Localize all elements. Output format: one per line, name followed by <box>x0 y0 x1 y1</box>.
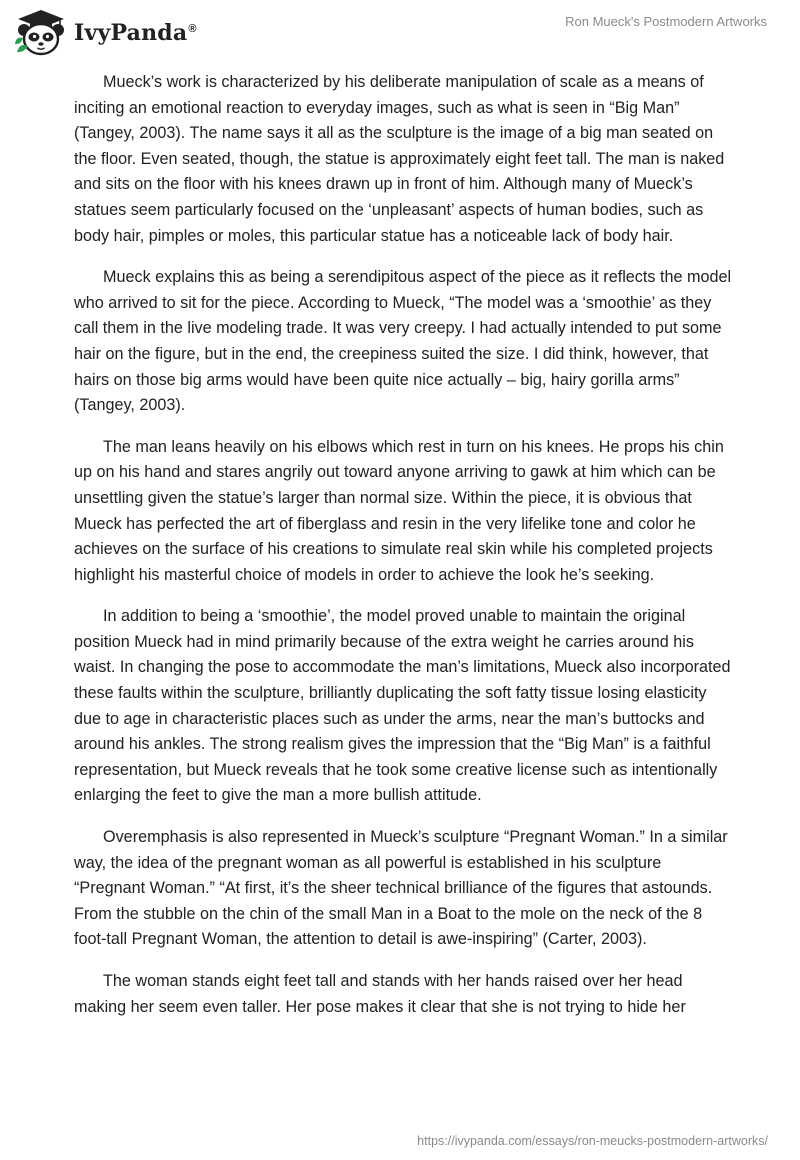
panda-graduate-icon <box>14 8 68 58</box>
registered-mark: ® <box>188 22 197 35</box>
paragraph: Mueck explains this as being a serendipitous aspect of the piece as it reflects the model who arrived to sit for the piece. According to Mueck, “The model was a ‘smoothie’ as they call them in the live modeling trade. It was very creepy. I had actually intended to put some hair on the figure, but in the end, the creepiness suited the size. I did think, however, that hairs on those big arms would have been quite nice actually – big, hairy gorilla arms” (Tangey, 2003). <box>74 268 732 415</box>
paragraph: The man leans heavily on his elbows which rest in turn on his knees. He props his chin up on his hand and stares angrily out toward anyone arriving to gawk at him which can be unsettling given the statue’s larger than normal size. Within the piece, it is obvious that Mueck has perfected the art of fiberglass and resin in the very lifelike tone and color he achieves on the surface of his creations to simulate real skin while his completed projects highlight his masterful choice of models in order to achieve the look he’s seeking. <box>74 437 724 584</box>
paragraph: In addition to being a ‘smoothie’, the model proved unable to maintain the original position Mueck had in mind primarily because of the extra weight he carries around his waist. In changing the pose to accommodate the man’s limitations, Mueck also incorporated these faults within the sculpture, brilliantly duplicating the soft fatty tissue losing elasticity due to age in characteristic places such as under the arms, near the man’s buttocks and around his ankles. The strong realism gives the impression that the “Big Man” is a faithful representation, but Mueck reveals that he took some creative license such as intentionally enlarging the feet to give the man a more bullish attitude. <box>74 607 731 805</box>
paragraph: The woman stands eight feet tall and stands with her hands raised over her head making her seem even taller. Her pose makes it clear that she is not trying to hide her <box>74 972 686 1016</box>
source-url-link[interactable]: https://ivypanda.com/essays/ron-meucks-postmodern-artworks/ <box>417 1134 768 1148</box>
page-header <box>0 0 800 64</box>
paragraph: Mueck’s work is characterized by his deliberate manipulation of scale as a means of inciting an emotional reaction to everyday images, such as what is seen in “Big Man” (Tangey, 2003). The name says it all as the sculpture is the image of a big man seated on the floor. Even seated, though, the statue is approximately eight feet tall. The man is naked and sits on the floor with his knees drawn up in front of him. Although many of Mueck’s statues seem particularly focused on the ‘unpleasant’ aspects of human bodies, such as body hair, pimples or moles, this particular statue has a noticeable lack of body hair. <box>74 73 725 245</box>
brand-name: IvyPanda® <box>74 20 197 46</box>
document-title: Ron Mueck's Postmodern Artworks <box>565 14 767 29</box>
essay-body <box>74 70 734 1036</box>
brand-logo[interactable] <box>14 8 197 58</box>
paragraph: Overemphasis is also represented in Mueck’s sculpture “Pregnant Woman.” In a similar way, the idea of the pregnant woman as all powerful is established in his sculpture “Pregnant Woman.” “At first, it’s the sheer technical brilliance of the figures that astounds. From the stubble on the chin of the small Man in a Boat to the mole on the neck of the 8 foot-tall Pregnant Woman, the attention to detail is awe-inspiring” (Carter, 2003). <box>74 828 728 949</box>
